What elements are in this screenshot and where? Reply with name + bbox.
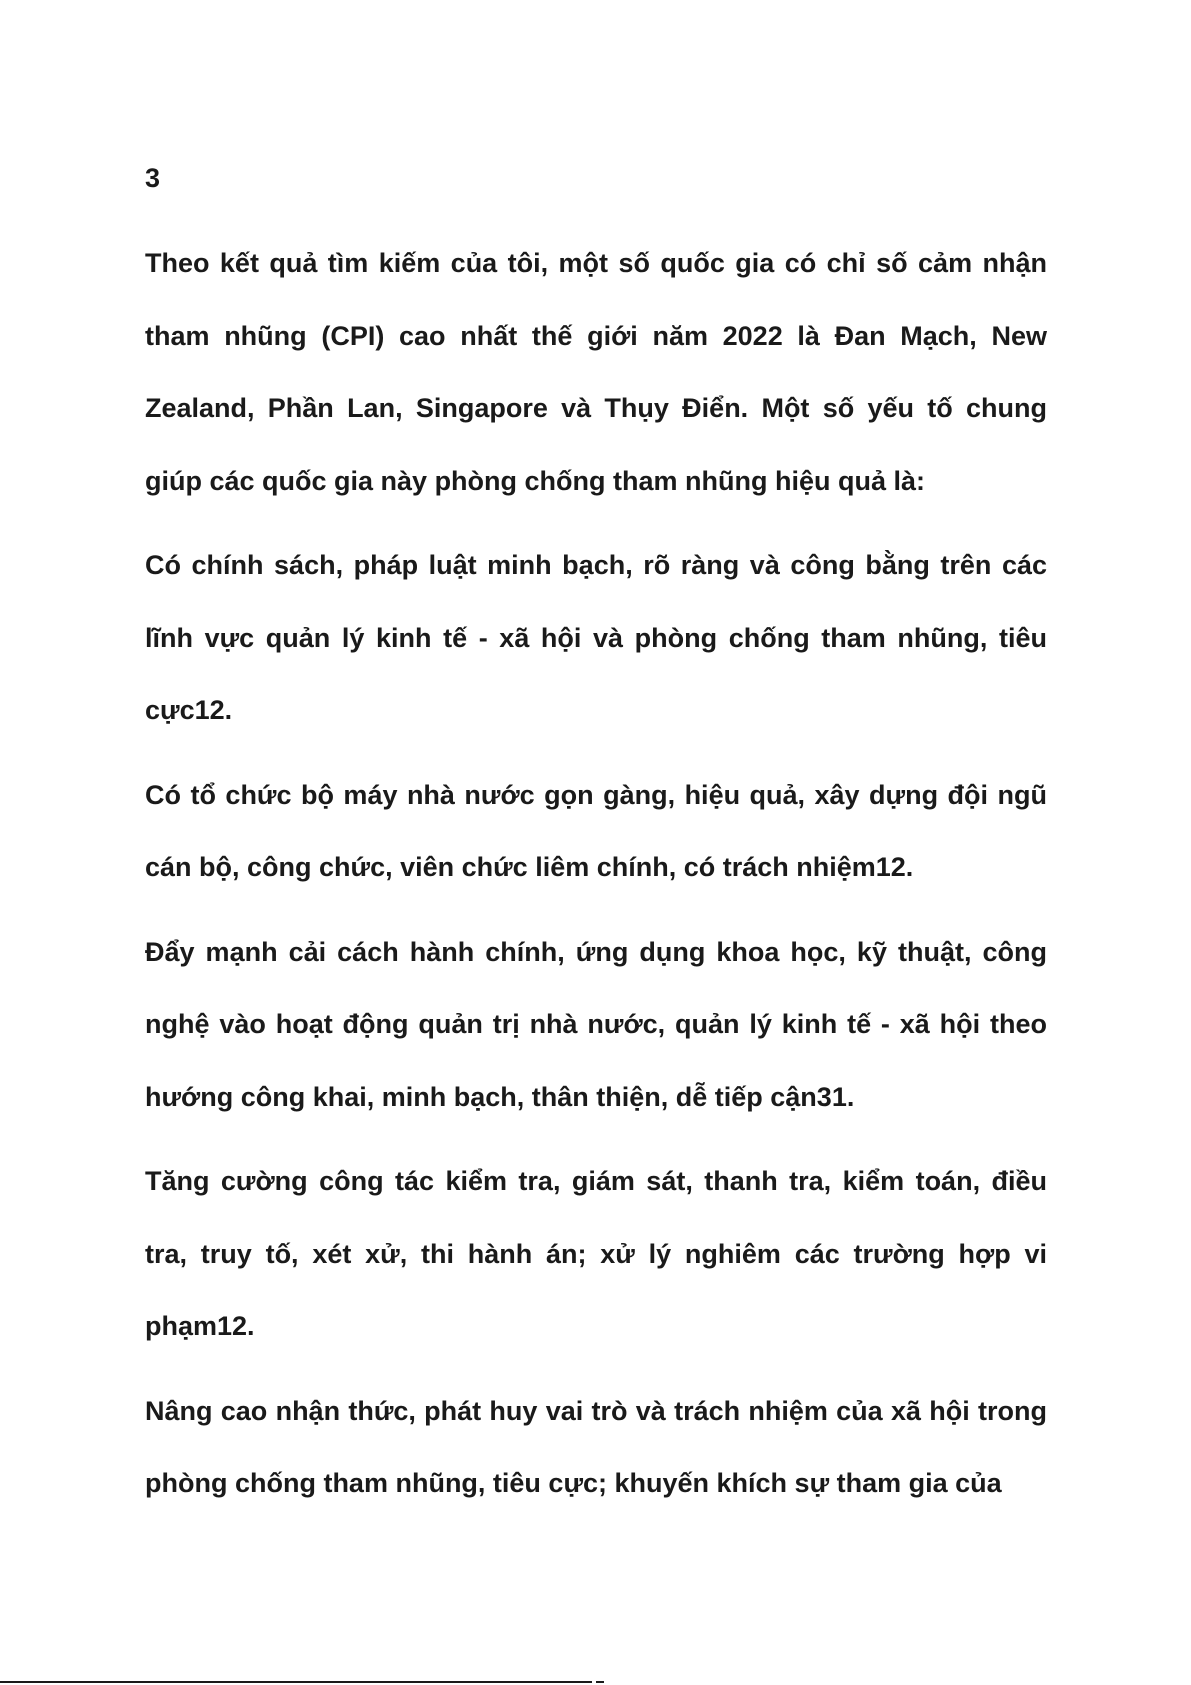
page-bottom-divider-tick bbox=[596, 1681, 604, 1683]
paragraph-state-apparatus: Có tổ chức bộ máy nhà nước gọn gàng, hiệu quả, xây dựng đội ngũ cán bộ, công chức, viên chức liêm chính, có trách nhiệm12. bbox=[145, 779, 1047, 882]
paragraph-policy-law: Có chính sách, pháp luật minh bạch, rõ ràng và công bằng trên các lĩnh vực quản lý kinh tế - xã hội và phòng chống tham nhũng, tiêu cực12. bbox=[145, 550, 1047, 725]
paragraph-inspection: Tăng cường công tác kiểm tra, giám sát, thanh tra, kiểm toán, điều tra, truy tố, xét xử, thi hành án; xử lý nghiêm các trường hợp vi phạm12. bbox=[145, 1166, 1047, 1341]
document-body bbox=[145, 245, 1047, 1532]
page-number: 3 bbox=[145, 163, 161, 193]
paragraph-intro: Theo kết quả tìm kiếm của tôi, một số quốc gia có chỉ số cảm nhận tham nhũng (CPI) cao nhất thế giới năm 2022 là Đan Mạch, New Zealand, Phần Lan, Singapore và Thụy Điển. Một số yếu tố chung giúp các quốc gia này phòng chống tham nhũng hiệu quả là: bbox=[145, 248, 1047, 496]
page-bottom-divider bbox=[0, 1681, 592, 1683]
paragraph-awareness: Nâng cao nhận thức, phát huy vai trò và trách nhiệm của xã hội trong phòng chống tham nhũng, tiêu cực; khuyến khích sự tham gia của bbox=[145, 1395, 1047, 1498]
paragraph-admin-reform: Đẩy mạnh cải cách hành chính, ứng dụng khoa học, kỹ thuật, công nghệ vào hoạt động quản trị nhà nước, quản lý kinh tế - xã hội theo hướng công khai, minh bạch, thân thiện, dễ tiếp cận31. bbox=[145, 936, 1047, 1112]
